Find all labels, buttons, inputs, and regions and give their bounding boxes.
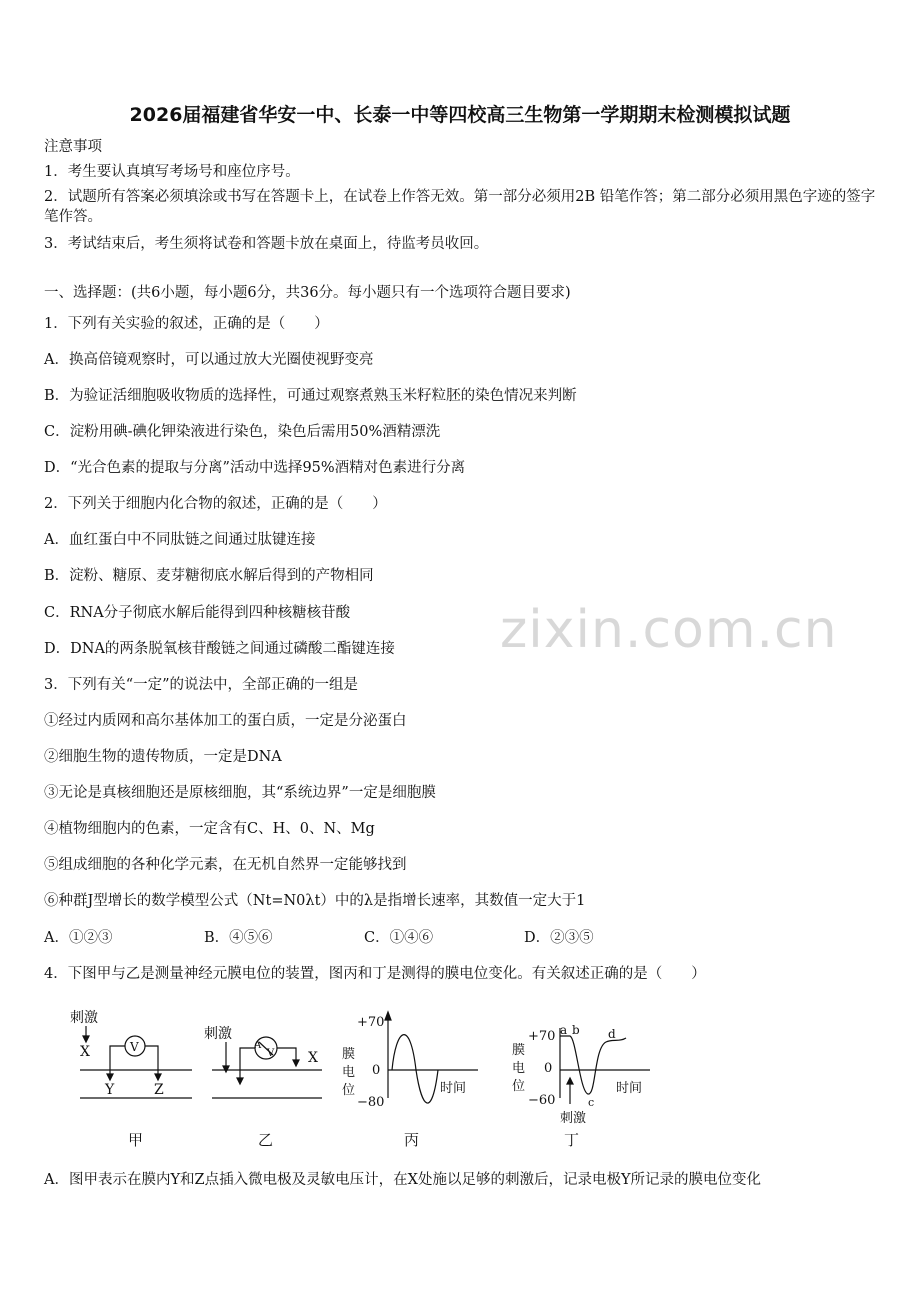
ding-ylabel-2: 电 — [512, 1061, 526, 1076]
notes-heading: 注意事项 — [44, 139, 102, 155]
q1-option-d: D．“光合色素的提取与分离”活动中选择95%酒精对色素进行分离 — [44, 460, 466, 476]
q3-option-a: A．①②③ — [44, 930, 113, 946]
q3-item-6: ⑥种群J型增长的数学模型公式（Nt=N0λt）中的λ是指增长速率，其数值一定大于1 — [44, 893, 586, 909]
ding-y-top: +70 — [528, 1029, 556, 1044]
bing-ylabel-3: 位 — [342, 1083, 356, 1098]
ding-y-bottom: −60 — [528, 1093, 556, 1108]
note-2: 2．试题所有答案必须填涂或书写在答题卡上，在试卷上作答无效。第一部分必须用2B 铅笔作答；第二部分必须用黑色字迹的签字笔作答。 — [44, 189, 876, 225]
jia-x-label: X — [80, 1044, 90, 1060]
ding-d-label: d — [608, 1027, 616, 1041]
page-title: 2026届福建省华安一中、长泰一中等四校高三生物第一学期期末检测模拟试题 — [129, 104, 791, 126]
yi-caption: 乙 — [258, 1131, 274, 1149]
yi-meter-v: V — [267, 1048, 275, 1059]
q3-option-b: B．④⑤⑥ — [204, 930, 273, 946]
note-1: 1．考生要认真填写考场号和座位序号。 — [44, 164, 300, 180]
bing-caption: 丙 — [404, 1131, 420, 1149]
figure-bing — [342, 1012, 478, 1149]
q3-item-1: ①经过内质网和高尔基体加工的蛋白质，一定是分泌蛋白 — [44, 713, 407, 729]
bing-xlabel: 时间 — [440, 1081, 467, 1096]
q1-stem: 1．下列有关实验的叙述，正确的是（ ） — [44, 316, 329, 332]
q3-item-4: ④植物细胞内的色素，一定含有C、H、0、N、Mg — [44, 821, 375, 837]
q1-option-c: C．淀粉用碘-碘化钾染液进行染色，染色后需用50%酒精漂洗 — [44, 424, 441, 440]
ding-stim-label: 刺激 — [560, 1111, 587, 1126]
ding-a-label: a — [560, 1023, 568, 1037]
q2-option-c: C．RNA分子彻底水解后能得到四种核糖核苷酸 — [44, 605, 351, 621]
q1-option-a: A．换高倍镜观察时，可以通过放大光圈使视野变亮 — [44, 352, 374, 368]
q3-option-d: D．②③⑤ — [524, 930, 594, 946]
ding-c-label: c — [588, 1096, 595, 1109]
q1-option-b: B．为验证活细胞吸收物质的选择性，可通过观察煮熟玉米籽粒胚的染色情况来判断 — [44, 388, 577, 404]
ding-xlabel: 时间 — [616, 1081, 643, 1096]
figure-jia — [70, 1010, 192, 1149]
jia-caption: 甲 — [128, 1131, 144, 1149]
q3-item-3: ③无论是真核细胞还是原核细胞，其“系统边界”一定是细胞膜 — [44, 785, 436, 801]
bing-ylabel-2: 电 — [342, 1065, 356, 1080]
q2-option-b: B．淀粉、糖原、麦芽糖彻底水解后得到的产物相同 — [44, 568, 374, 584]
q3-item-5: ⑤组成细胞的各种化学元素，在无机自然界一定能够找到 — [44, 857, 407, 873]
yi-meter-a: A — [254, 1040, 262, 1051]
watermark: zixin.com.cn — [500, 600, 838, 660]
bing-ylabel-1: 膜 — [342, 1047, 356, 1062]
ding-ylabel-3: 位 — [512, 1079, 526, 1094]
figure-ding — [512, 1023, 650, 1149]
q4-stem: 4．下图甲与乙是测量神经元膜电位的装置，图丙和丁是测得的膜电位变化。有关叙述正确的是（ ） — [44, 966, 706, 982]
bing-y-bottom: −80 — [357, 1095, 385, 1110]
ding-b-label: b — [572, 1023, 580, 1037]
jia-stim-label: 刺激 — [70, 1010, 98, 1026]
section-heading: 一、选择题：(共6小题，每小题6分，共36分。每小题只有一个选项符合题目要求) — [44, 285, 571, 301]
q2-option-d: D．DNA的两条脱氧核苷酸链之间通过磷酸二酯键连接 — [44, 641, 395, 657]
bing-y-top: +70 — [357, 1015, 385, 1030]
figure-yi — [204, 1026, 322, 1149]
yi-x-label: X — [308, 1050, 318, 1066]
ding-caption: 丁 — [564, 1131, 580, 1149]
q2-option-a: A．血红蛋白中不同肽链之间通过肽键连接 — [44, 532, 316, 548]
q4-option-a: A．图甲表示在膜内Y和Z点插入微电极及灵敏电压计，在X处施以足够的刺激后，记录电极Y所记录的膜电位变化 — [44, 1172, 762, 1188]
q3-option-c: C．①④⑥ — [364, 930, 434, 946]
q4-figure — [60, 998, 680, 1158]
jia-meter-label: V — [130, 1040, 139, 1054]
jia-y-label: Y — [105, 1082, 115, 1098]
q3-stem: 3．下列有关“一定”的说法中，全部正确的一组是 — [44, 677, 359, 693]
ding-ylabel-1: 膜 — [512, 1043, 526, 1058]
yi-stim-label: 刺激 — [204, 1026, 232, 1042]
ding-y-zero: 0 — [544, 1061, 553, 1076]
q2-stem: 2．下列关于细胞内化合物的叙述，正确的是（ ） — [44, 496, 387, 512]
note-3: 3．考试结束后，考生须将试卷和答题卡放在桌面上，待监考员收回。 — [44, 236, 489, 252]
bing-y-zero: 0 — [372, 1063, 381, 1078]
q3-item-2: ②细胞生物的遗传物质，一定是DNA — [44, 749, 282, 765]
jia-z-label: Z — [154, 1082, 164, 1098]
